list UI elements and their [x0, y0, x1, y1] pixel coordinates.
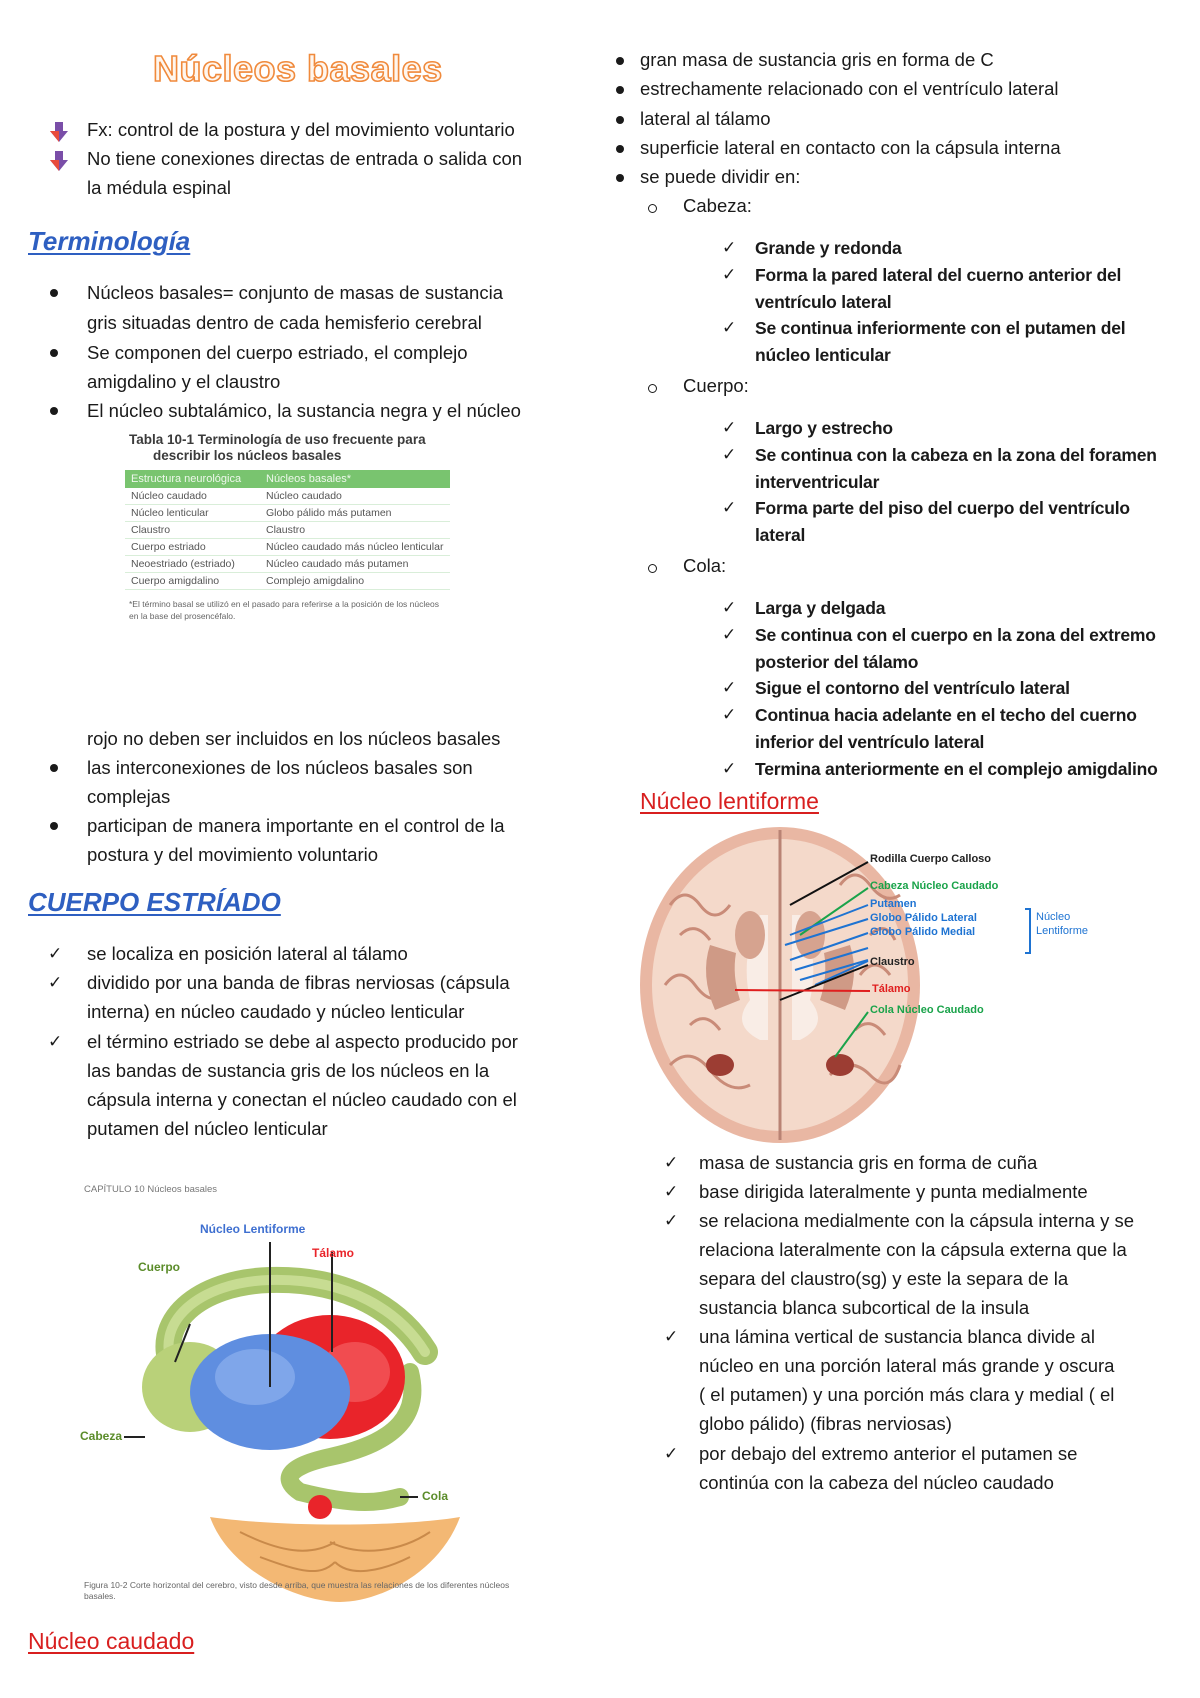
label-putamen: Putamen — [870, 898, 917, 910]
terminologia-line: gris situadas dentro de cada hemisferio cerebral — [87, 312, 482, 333]
check-icon: ✓ — [48, 1032, 63, 1052]
terminologia-line: El núcleo subtalámico, la sustancia negra y el núcleo — [87, 400, 521, 421]
table-row: Claustro Claustro — [125, 522, 450, 539]
check-icon: ✓ — [722, 705, 737, 725]
down-arrow-icon — [50, 122, 68, 142]
check-icon: ✓ — [48, 944, 63, 964]
terminologia-heading: Terminología — [28, 226, 191, 256]
cuerpo-line: Se continua con la cabeza en la zona del foramen — [755, 445, 1157, 465]
lentiforme-line: se relaciona medialmente con la cápsula interna y se — [699, 1210, 1134, 1231]
terminology-table — [125, 470, 450, 590]
caudado-line: se puede dividir en: — [640, 166, 801, 187]
check-icon: ✓ — [48, 973, 63, 993]
intro-line: la médula espinal — [87, 177, 231, 198]
cabeza-line: Se continua inferiormente con el putamen del — [755, 318, 1126, 338]
cola-line: Termina anteriormente en el complejo amigdalino — [755, 759, 1158, 779]
lentiforme-line: separa del claustro(sg) y este la separa de la — [699, 1268, 1069, 1289]
table-row: Cuerpo estriado Núcleo caudado más núcleo lenticular — [125, 539, 450, 556]
sub-bullet — [648, 564, 657, 573]
lentiforme-line: continúa con la cabeza del núcleo caudado — [699, 1472, 1054, 1493]
label-globo-palido-medial: Globo Pálido Medial — [870, 926, 976, 938]
terminologia-line: las interconexiones de los núcleos basales son — [87, 757, 473, 778]
check-icon: ✓ — [722, 445, 737, 465]
check-icon: ✓ — [664, 1211, 679, 1231]
cuerpo-line: interventricular — [755, 472, 880, 492]
check-icon: ✓ — [722, 678, 737, 698]
bullet — [616, 86, 624, 94]
terminologia-line: Núcleos basales= conjunto de masas de sustancia — [87, 282, 503, 303]
label-rodilla: Rodilla Cuerpo Calloso — [870, 853, 992, 865]
cabeza-line: núcleo lenticular — [755, 345, 891, 365]
label-talamo-right: Tálamo — [872, 983, 911, 995]
cola-line: posterior del tálamo — [755, 652, 919, 672]
bullet — [616, 57, 624, 65]
cuerpo-label: Cuerpo: — [683, 375, 749, 396]
label-cola-caudado: Cola Núcleo Caudado — [870, 1004, 984, 1016]
table-row: Neoestriado (estriado) Núcleo caudado más putamen — [125, 556, 450, 573]
figure-caption: Figura 10-2 Corte horizontal del cerebro, visto desde arriba, que muestra las relaciones de los diferentes núcleos basales. — [84, 1580, 510, 1601]
check-icon: ✓ — [664, 1327, 679, 1347]
lentiforme-line: relaciona lateralmente con la cápsula externa que la — [699, 1239, 1127, 1260]
label-cabeza-caudado: Cabeza Núcleo Caudado — [870, 880, 999, 892]
table-header: Núcleos basales* — [260, 470, 450, 488]
lentiforme-line: sustancia blanca subcortical de la insula — [699, 1297, 1030, 1318]
label-cuerpo: Cuerpo — [138, 1260, 180, 1274]
cola-line: Larga y delgada — [755, 598, 886, 618]
lentiforme-line: núcleo en una porción lateral más grande y oscura — [699, 1355, 1115, 1376]
cuerpo-estriado-line: putamen del núcleo lenticular — [87, 1118, 328, 1139]
cuerpo-estriado-line: dividido por una banda de fibras nerviosas (cápsula — [87, 972, 510, 993]
down-arrow-icon — [50, 151, 68, 171]
brain-section-figure — [640, 825, 1130, 1145]
terminologia-line: participan de manera importante en el control de la — [87, 815, 505, 836]
check-icon: ✓ — [722, 498, 737, 518]
cuerpo-estriado-heading: CUERPO ESTRÍADO — [28, 887, 281, 917]
figure-header: CAPÍTULO 10 Núcleos basales — [84, 1184, 218, 1195]
lentiforme-line: base dirigida lateralmente y punta medialmente — [699, 1181, 1088, 1202]
cuerpo-estriado-line: interna) en núcleo caudado y núcleo lenticular — [87, 1001, 465, 1022]
check-icon: ✓ — [664, 1153, 679, 1173]
sub-bullet — [648, 204, 657, 213]
terminologia-line: Se componen del cuerpo estriado, el complejo — [87, 342, 468, 363]
cola-label: Cola: — [683, 555, 727, 576]
page-title: Núcleos basales — [153, 48, 443, 89]
check-icon: ✓ — [722, 759, 737, 779]
label-cabeza: Cabeza — [80, 1429, 123, 1443]
terminology-table-figure — [125, 432, 450, 702]
bullet — [50, 822, 58, 830]
caudado-line: estrechamente relacionado con el ventrículo lateral — [640, 78, 1059, 99]
nucleo-lentiforme-heading: Núcleo lentiforme — [640, 788, 819, 814]
table-row: Núcleo caudado Núcleo caudado — [125, 488, 450, 505]
lentiforme-line: masa de sustancia gris en forma de cuña — [699, 1152, 1038, 1173]
terminologia-line: complejas — [87, 786, 171, 807]
check-icon: ✓ — [664, 1182, 679, 1202]
label-cola: Cola — [422, 1489, 449, 1503]
bullet — [616, 145, 624, 153]
cuerpo-estriado-line: el término estriado se debe al aspecto producido por — [87, 1031, 518, 1052]
cuerpo-estriado-line: las bandas de sustancia gris de los núcleos en la — [87, 1060, 490, 1081]
check-icon: ✓ — [664, 1444, 679, 1464]
bullet — [50, 407, 58, 415]
intro-line: No tiene conexiones directas de entrada o salida con — [87, 148, 523, 169]
lentiforme-line: por debajo del extremo anterior el putamen se — [699, 1443, 1078, 1464]
cola-line: Continua hacia adelante en el techo del cuerno — [755, 705, 1137, 725]
table-title: Tabla 10-1 Terminología de uso frecuente para describir los núcleos basales — [129, 432, 426, 463]
intro-line: Fx: control de la postura y del movimiento voluntario — [87, 119, 515, 140]
label-nucleo: Núcleo — [1036, 911, 1071, 923]
label-talamo: Tálamo — [312, 1246, 355, 1260]
lentiforme-line: ( el putamen) y una porción más clara y medial ( el — [699, 1384, 1115, 1405]
table-row: Cuerpo amigdalino Complejo amigdalino — [125, 573, 450, 590]
basal-nuclei-figure — [80, 1172, 540, 1617]
bullet — [50, 349, 58, 357]
check-icon: ✓ — [722, 418, 737, 438]
terminologia-line: postura y del movimiento voluntario — [87, 844, 379, 865]
caudado-line: lateral al tálamo — [640, 108, 771, 129]
cabeza-line: Forma la pared lateral del cuerno anterior del — [755, 265, 1122, 285]
cuerpo-line: Forma parte del piso del cuerpo del ventrículo — [755, 498, 1130, 518]
nucleo-caudado-heading: Núcleo caudado — [28, 1628, 195, 1654]
cuerpo-line: Largo y estrecho — [755, 418, 893, 438]
label-globo-palido-lateral: Globo Pálido Lateral — [870, 912, 977, 924]
cola-line: inferior del ventrículo lateral — [755, 732, 985, 752]
check-icon: ✓ — [722, 598, 737, 618]
cuerpo-estriado-line: cápsula interna y conectan el núcleo caudado con el — [87, 1089, 517, 1110]
table-footnote: *El término basal se utilizó en el pasado para referirse a la posición de los núcleos en la base del prosencéfalo. — [129, 599, 439, 621]
cabeza-label: Cabeza: — [683, 195, 752, 216]
bullet — [616, 116, 624, 124]
terminologia-line: amigdalino y el claustro — [87, 371, 281, 392]
lentiforme-line: una lámina vertical de sustancia blanca divide al — [699, 1326, 1095, 1347]
cuerpo-estriado-line: se localiza en posición lateral al tálamo — [87, 943, 408, 964]
label-lentiforme-bracket: Lentiforme — [1036, 925, 1088, 937]
bullet — [50, 289, 58, 297]
bullet — [616, 174, 624, 182]
caudado-line: gran masa de sustancia gris en forma de C — [640, 49, 994, 70]
lentiforme-line: globo pálido) (fibras nerviosas) — [699, 1413, 952, 1434]
terminologia-line: rojo no deben ser incluidos en los núcleos basales — [87, 728, 501, 749]
table-row: Núcleo lenticular Globo pálido más putamen — [125, 505, 450, 522]
cabeza-line: ventrículo lateral — [755, 292, 892, 312]
cuerpo-line: lateral — [755, 525, 806, 545]
check-icon: ✓ — [722, 238, 737, 258]
basal-nuclei-illustration — [80, 1172, 540, 1617]
table-header: Estructura neurológica — [125, 470, 260, 488]
label-lentiforme: Núcleo Lentiforme — [200, 1222, 306, 1236]
sub-bullet — [648, 384, 657, 393]
check-icon: ✓ — [722, 265, 737, 285]
cabeza-line: Grande y redonda — [755, 238, 902, 258]
caudado-line: superficie lateral en contacto con la cápsula interna — [640, 137, 1061, 158]
cola-line: Sigue el contorno del ventrículo lateral — [755, 678, 1070, 698]
label-claustro: Claustro — [870, 956, 915, 968]
bullet — [50, 764, 58, 772]
check-icon: ✓ — [722, 625, 737, 645]
check-icon: ✓ — [722, 318, 737, 338]
cola-line: Se continua con el cuerpo en la zona del extremo — [755, 625, 1156, 645]
